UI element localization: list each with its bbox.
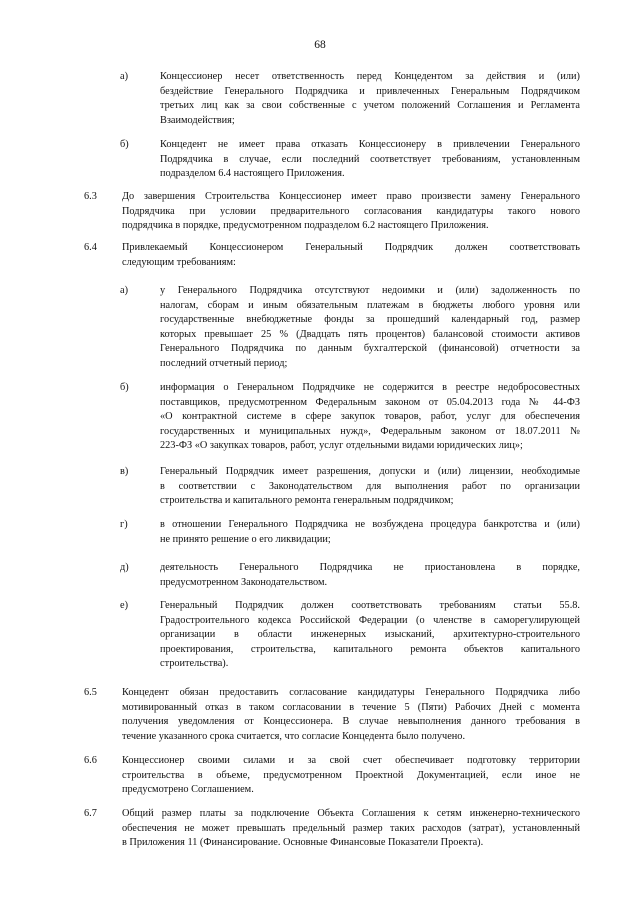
text-line: Концедент не имеет права отказать Концессионеру в привлечении Генерального: [160, 139, 580, 150]
text-line: информация о Генеральном Подрядчике не содержится в реестре недобросовестных: [160, 382, 580, 393]
item-label: е): [120, 600, 128, 611]
text-line: в Приложения 11 (Финансирование. Основные Финансовые Показатели Проекта).: [122, 837, 484, 849]
text-line: предусмотрено Соглашением.: [122, 784, 254, 796]
item-text: [160, 138, 580, 182]
item-label: в): [120, 466, 129, 477]
text-line: предусмотренном Законодательством.: [160, 576, 328, 588]
text-line: Концедент обязан предоставить согласование кандидатуры Генерального Подрядчика либо: [122, 687, 580, 698]
section-number: 6.4: [84, 242, 97, 253]
item-text: [160, 599, 580, 672]
text-line: Подрядчика при условии предварительного согласования кандидатуры такого нового: [122, 205, 580, 217]
section-number: 6.5: [84, 687, 97, 698]
section-text: [122, 241, 580, 270]
text-line: Взаимодействия;: [160, 114, 235, 126]
section-text: [122, 190, 580, 234]
text-line: деятельность Генерального Подрядчика не приостановлена в порядке,: [160, 562, 580, 573]
section-number: 6.3: [84, 191, 97, 202]
text-line: в отношении Генерального Подрядчика не возбуждена процедура банкротства и (или): [160, 519, 580, 530]
item-text: [160, 465, 580, 509]
item-label: б): [120, 139, 129, 150]
text-line: организации в области инженерных изысканий, архитектурно-строительного: [160, 629, 580, 641]
item-text: [160, 561, 580, 590]
item-label: а): [120, 285, 128, 296]
text-line: последний отчетный период;: [160, 357, 288, 369]
text-line: бездействие Генерального Подрядчика и привлеченных Генеральным Подрядчиком: [160, 85, 580, 97]
text-line: Генеральный Подрядчик должен соответствовать требованиям статьи 55.8.: [160, 600, 580, 611]
section-text: [122, 754, 580, 798]
text-line: строительства в объеме, предусмотренном Проектной Документацией, если иное не: [122, 769, 580, 781]
text-line: строительства и капитального ремонта генеральным подрядчиком;: [160, 495, 454, 507]
section-text: [122, 686, 580, 744]
text-line: Привлекаемый Концессионером Генеральный Подрядчик должен соответствовать: [122, 242, 580, 253]
section-number: 6.6: [84, 755, 97, 766]
text-line: в соответствии с Законодательством для выполнения работ по организации: [160, 480, 580, 492]
text-line: следующим требованиям:: [122, 256, 236, 268]
page-number: 68: [314, 39, 326, 51]
text-line: третьих лиц как за свои собственные с учетом положений Соглашения и Регламента: [160, 100, 580, 112]
text-line: Общий размер платы за подключение Объекта Соглашения к сетям инженерно-технического: [122, 808, 580, 819]
text-line: подрядчика в порядке, предусмотренном подразделом 6.2 настоящего Приложения.: [122, 220, 489, 232]
text-line: подразделом 6.4 настоящего Приложения.: [160, 168, 345, 180]
text-line: течение указанного срока считается, что согласие Концедента было получено.: [122, 730, 466, 742]
text-line: не принято решение о его ликвидации;: [160, 533, 331, 545]
item-text: [160, 381, 580, 454]
item-label: а): [120, 71, 128, 82]
item-label: г): [120, 519, 128, 530]
text-line: До завершения Строительства Концессионер имеет право произвести замену Генерального: [122, 191, 580, 202]
text-line: «О контрактной системе в сфере закупок товаров, работ, услуг для обеспечения: [160, 411, 580, 423]
item-label: д): [120, 562, 129, 573]
text-line: Концессионер своими силами и за свой счет обеспечивает подготовку территории: [122, 755, 580, 766]
text-line: обеспечения не может превышать предельный размер таких расходов (затрат), установленный: [122, 822, 580, 834]
text-line: мотивированный отказ в таком согласовании в течение 5 (Пяти) Рабочих Дней с момента: [122, 701, 580, 713]
section-number: 6.7: [84, 808, 97, 819]
text-line: налогам, сборам и иным обязательным платежам в бюджеты любого уровня или: [160, 299, 580, 311]
item-text: [160, 284, 580, 372]
text-line: Концессионер несет ответственность перед Концедентом за действия и (или): [160, 71, 580, 82]
text-line: которых превышает 25 % (Двадцать пять процентов) балансовой стоимости активов: [160, 328, 580, 340]
text-line: государственные внебюджетные фонды за прошедший календарный год, размер: [160, 314, 580, 326]
text-line: 223-ФЗ «О закупках товаров, работ, услуг отдельными видами юридических лиц»;: [160, 440, 523, 452]
text-line: получения уведомления от Концессионера. В случае невыполнения данного требования в: [122, 716, 580, 728]
text-line: у Генерального Подрядчика отсутствуют недоимки и (или) задолженность по: [160, 285, 580, 296]
text-line: Градостроительного кодекса Российской Федерации (о членстве в саморегулирующей: [160, 614, 580, 626]
item-label: б): [120, 382, 129, 393]
section-text: [122, 807, 580, 851]
text-line: строительства).: [160, 658, 229, 670]
text-line: Генерального Подрядчика по данным бухгалтерской (финансовой) отчетности за: [160, 343, 580, 355]
text-line: Подрядчика в случае, если последний соответствует требованиям, установленным: [160, 153, 580, 165]
text-line: государственных и муниципальных нужд», Федеральным законом от 18.07.2011 №: [160, 425, 580, 437]
text-line: Генеральный Подрядчик имеет разрешения, допуски и (или) лицензии, необходимые: [160, 466, 580, 477]
text-line: поставщиков, предусмотренном Федеральным законом от 05.04.2013 года № 44-ФЗ: [160, 396, 580, 408]
item-text: [160, 70, 580, 128]
text-line: проектирования, строительства, капитального ремонта объектов капитального: [160, 643, 580, 655]
item-text: [160, 518, 580, 547]
